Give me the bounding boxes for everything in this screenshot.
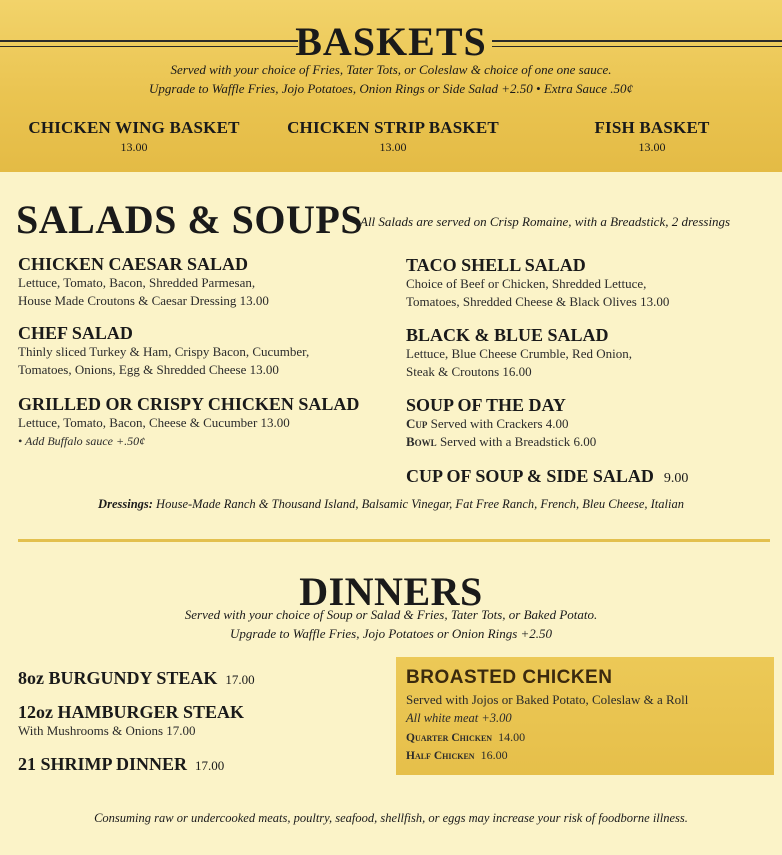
broasted-title: BROASTED CHICKEN [406,667,613,688]
baskets-note-line2: Upgrade to Waffle Fries, Jojo Potatoes, Onion Rings or Side Salad +2.50 • Extra Sauce .50¢ [148,81,634,96]
half-price: 16.00 [480,748,508,762]
dinners-note-line2: Upgrade to Waffle Fries, Jojo Potatoes or Onion Rings +2.50 [229,626,553,641]
item-desc: Steak & Croutons 16.00 [406,364,532,379]
dressings-list: House-Made Ranch & Thousand Island, Balsamic Vinegar, Fat Free Ranch, French, Bleu Cheese, Italian [156,497,684,511]
item-desc: Lettuce, Blue Cheese Crumble, Red Onion, [406,346,633,361]
menu-item-shrimp-dinner [18,754,224,775]
item-desc: House Made Croutons & Caesar Dressing 13.00 [18,293,269,308]
dinners-note-line1: Served with your choice of Soup or Salad & Fries, Tater Tots, or Baked Potato. [184,607,598,622]
menu-item-grilled-crispy-chicken-salad [18,394,359,450]
menu-item-hamburger-steak [18,702,244,740]
basket-name: CHICKEN STRIP BASKET [287,118,499,137]
baskets-title-row [0,19,782,64]
half-label: Half Chicken [406,750,475,762]
item-name: CUP OF SOUP & SIDE SALAD [406,466,654,486]
basket-price: 13.00 [120,140,148,154]
broasted-quarter-line [406,730,525,745]
title-rule-right [492,40,782,47]
item-price: 9.00 [663,471,689,486]
item-name: CHICKEN CAESAR SALAD [18,254,249,274]
baskets-section [0,0,782,172]
menu-item-taco-shell-salad [406,255,669,311]
salads-note: All Salads are served on Crisp Romaine, with a Breadstick, 2 dressings [360,214,731,229]
quarter-label: Quarter Chicken [406,732,493,744]
item-name: 8oz BURGUNDY STEAK [18,668,218,688]
menu-item-chef-salad [18,323,309,379]
broasted-half-line [406,748,508,763]
quarter-price: 14.00 [498,730,526,744]
item-desc: Choice of Beef or Chicken, Shredded Lettuce, [406,276,647,291]
menu-item-black-blue-salad [406,325,632,381]
item-name: TACO SHELL SALAD [406,255,586,275]
item-desc: With Mushrooms & Onions 17.00 [18,723,196,738]
basket-name: FISH BASKET [594,118,710,137]
dressings-label: Dressings: [98,497,153,511]
dressings-line [0,497,782,512]
menu-item-burgundy-steak [18,668,255,689]
section-divider [18,539,770,542]
item-desc: Lettuce, Tomato, Bacon, Shredded Parmesan, [18,275,256,290]
basket-price: 13.00 [638,140,666,154]
baskets-title: BASKETS [295,19,487,64]
menu-item-chicken-caesar-salad [18,254,269,310]
basket-name: CHICKEN WING BASKET [28,118,240,137]
soup-cup-line [406,415,596,433]
item-price: 17.00 [225,672,255,687]
basket-item-chicken-wing [20,118,248,155]
item-name: BLACK & BLUE SALAD [406,325,609,345]
dinners-title: DINNERS [299,569,483,614]
soup-cup-label: Cup [406,416,428,431]
basket-item-chicken-strip [280,118,506,155]
basket-item-fish [570,118,734,155]
baskets-note-line1: Served with your choice of Fries, Tater Tots, or Coleslaw & choice of one one sauce. [170,62,612,77]
item-desc: Tomatoes, Onions, Egg & Shredded Cheese 13.00 [18,362,279,377]
item-desc: Tomatoes, Shredded Cheese & Black Olives 13.00 [406,294,670,309]
broasted-chicken-box [396,657,774,775]
foodborne-warning: Consuming raw or undercooked meats, poultry, seafood, shellfish, or eggs may increase your risk of foodborne illness. [94,811,688,825]
soup-cup-desc: Served with Crackers 4.00 [430,416,569,431]
menu-item-soup-of-the-day [406,395,596,451]
soup-bowl-desc: Served with a Breadstick 6.00 [439,434,597,449]
soup-bowl-line [406,433,596,451]
menu-item-cup-soup-side-salad [406,466,688,487]
item-desc: Lettuce, Tomato, Bacon, Cheese & Cucumber 13.00 [18,415,290,430]
item-name: GRILLED OR CRISPY CHICKEN SALAD [18,394,360,414]
item-desc: Thinly sliced Turkey & Ham, Crispy Bacon, Cucumber, [18,344,310,359]
item-name: SOUP OF THE DAY [406,395,566,415]
broasted-white-meat: All white meat +3.00 [406,711,512,725]
broasted-desc: Served with Jojos or Baked Potato, Coleslaw & a Roll [406,692,689,707]
item-name: 21 SHRIMP DINNER [18,754,188,774]
item-note: • Add Buffalo sauce +.50¢ [18,434,146,448]
item-name: 12oz HAMBURGER STEAK [18,702,245,722]
item-name: CHEF SALAD [18,323,133,343]
salads-soups-title: SALADS & SOUPS [16,197,364,242]
soup-bowl-label: Bowl [406,434,437,449]
item-price: 17.00 [195,758,225,773]
basket-price: 13.00 [379,140,407,154]
